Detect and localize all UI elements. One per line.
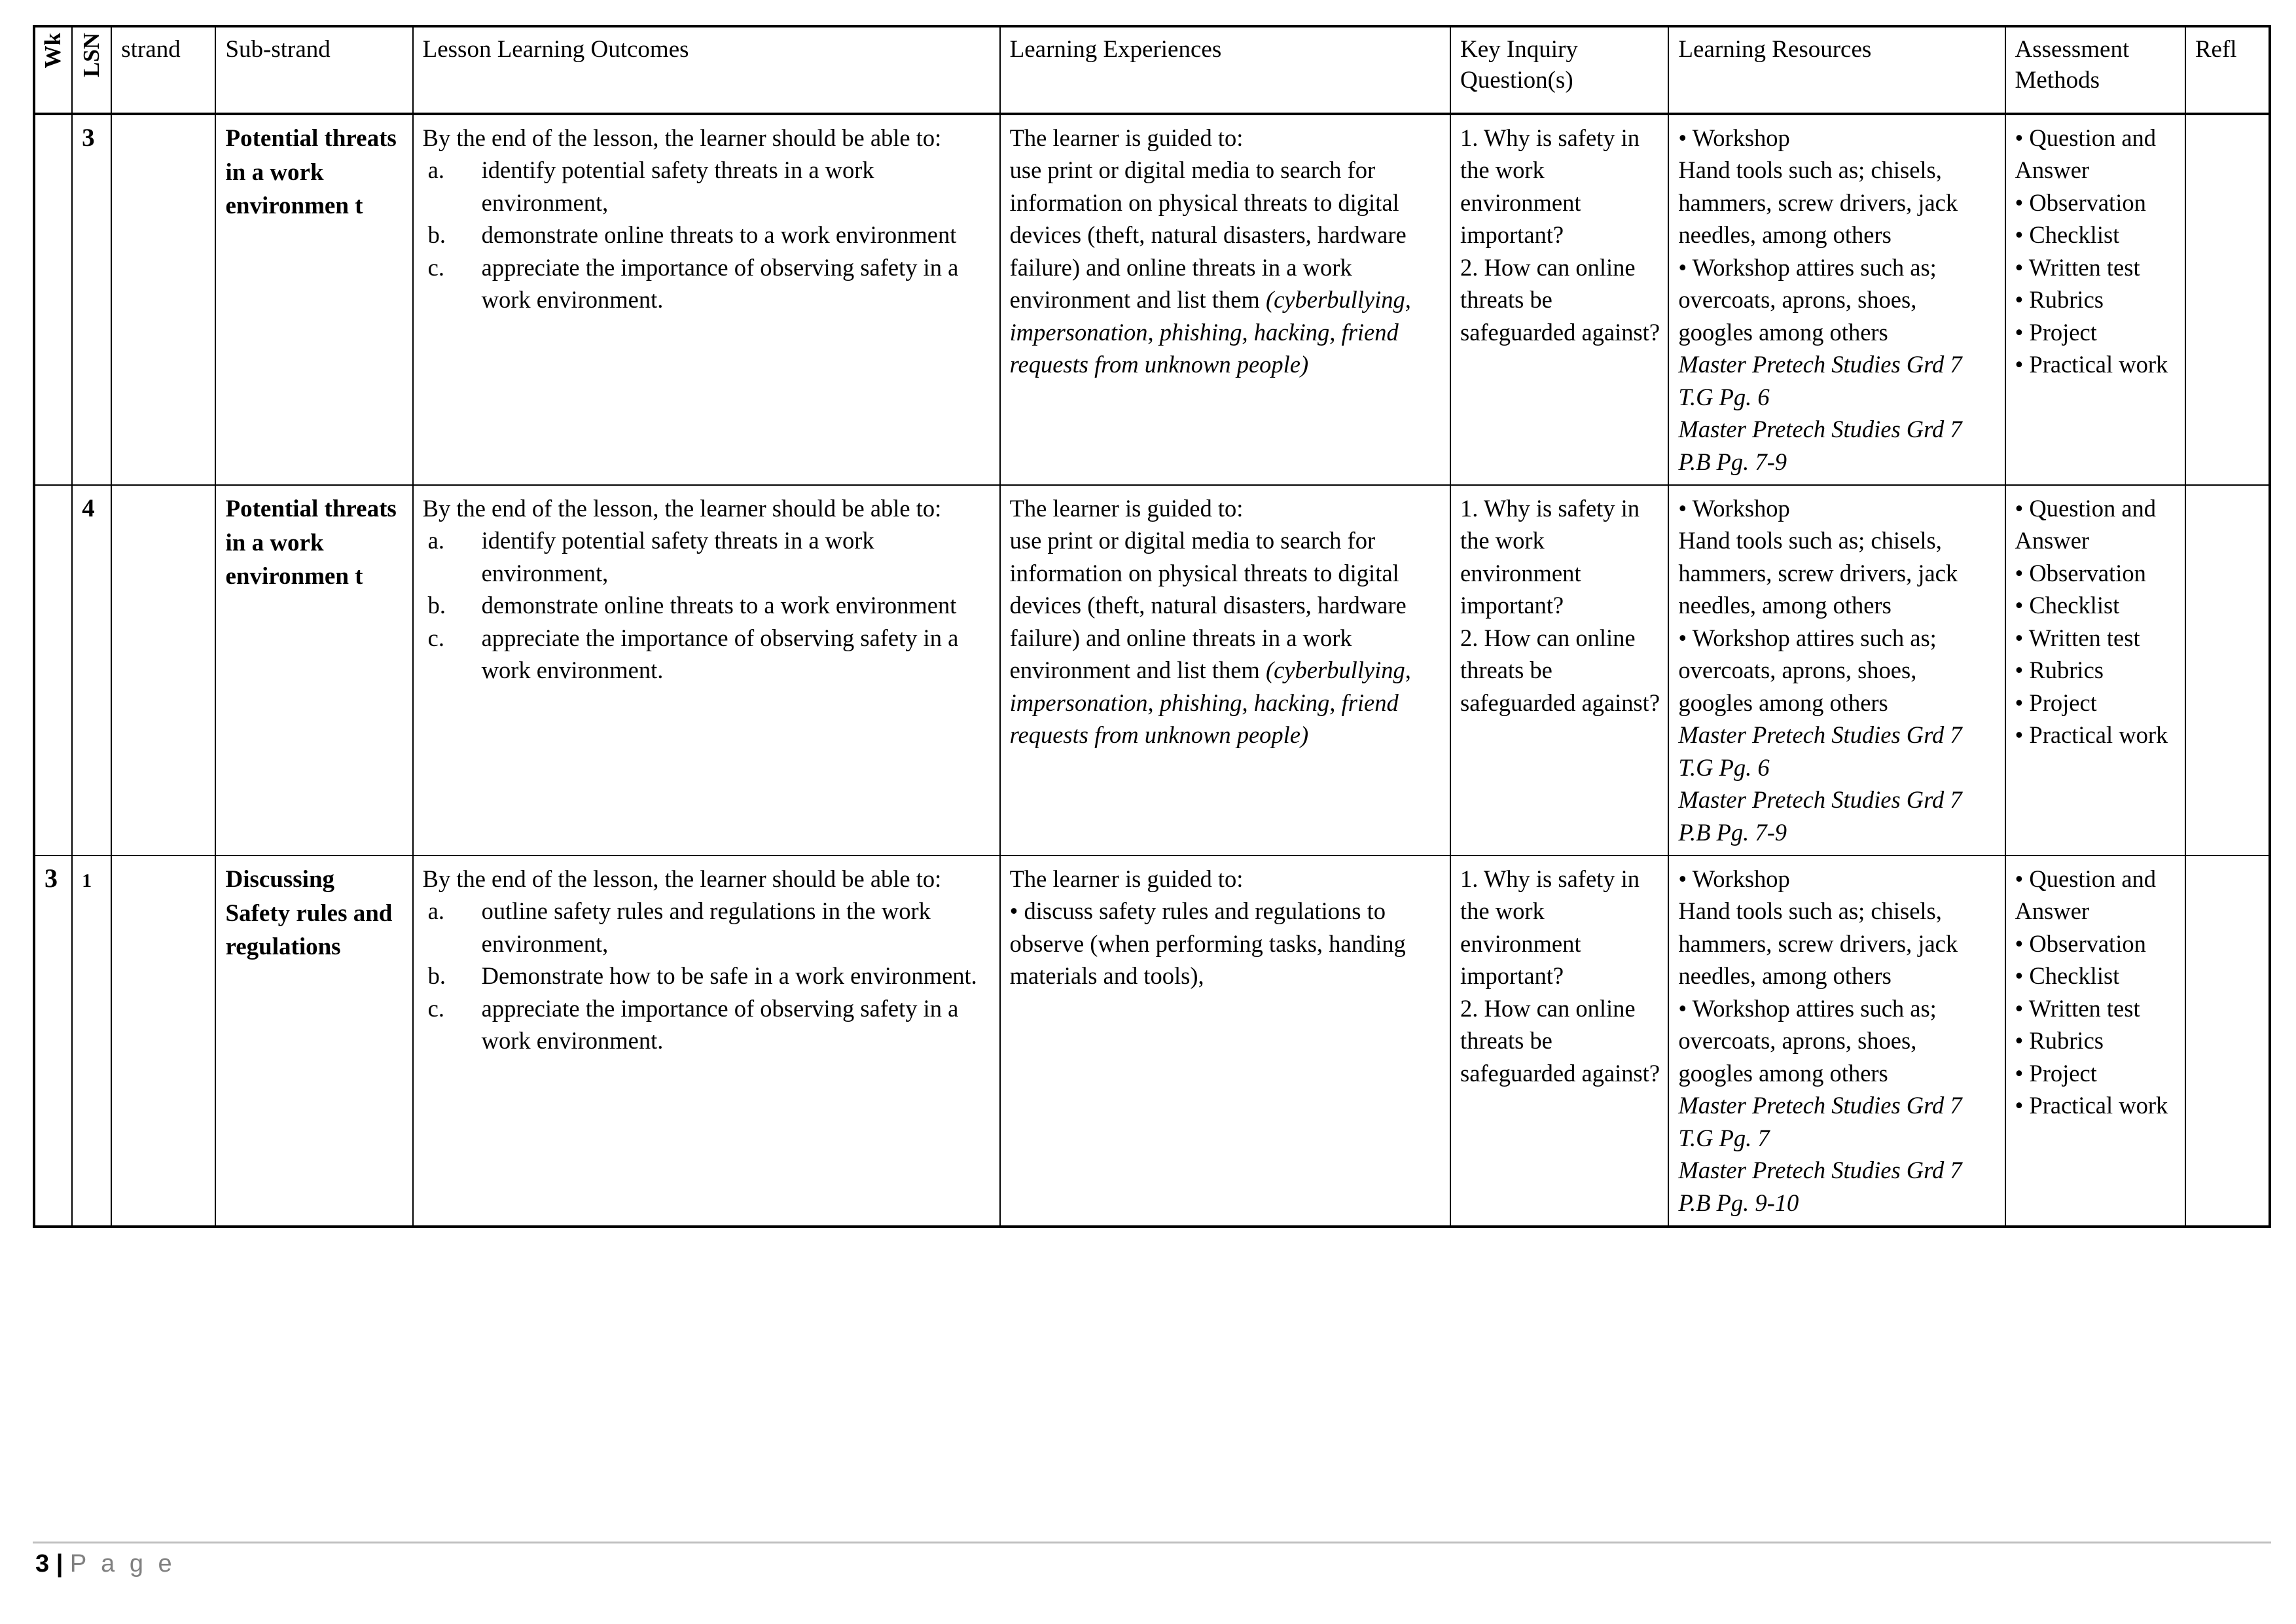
cell-strand (111, 114, 215, 485)
lr-item: Hand tools such as; chisels, hammers, screw drivers, jack needles, among others (1678, 156, 1958, 249)
cell-learning-experiences (1000, 485, 1450, 856)
le-body: use print or digital media to search for information on physical threats to digital devices (theft, natural disasters, hardware failure) and online threats in a work environment and list them (1009, 156, 1407, 314)
am-item: • Checklist (2015, 962, 2120, 990)
cell-learning-resources (1668, 114, 2005, 485)
lr-reference: Master Pretech Studies Grd 7 T.G Pg. 7 (1678, 1092, 1962, 1151)
llo-item-marker: a. (427, 156, 444, 184)
lr-item: • Workshop attires such as; overcoats, aprons, shoes, googles among others (1678, 624, 1937, 716)
cell-lesson-learning-outcomes (413, 485, 1000, 856)
llo-list (423, 895, 992, 1056)
llo-intro: By the end of the lesson, the learner should be able to: (422, 865, 942, 892)
am-item: • Observation (2015, 929, 2146, 957)
kiq-item: 1. Why is safety in the work environment important? (1460, 494, 1640, 619)
page-footer (29, 1542, 2267, 1578)
cell-assessment-methods (2005, 485, 2185, 856)
column-header-key-inquiry-questions: Key Inquiry Question(s) (1450, 26, 1668, 114)
llo-item-marker: a. (427, 527, 444, 554)
cell-strand (111, 485, 215, 856)
footer-text (35, 1550, 2267, 1578)
cell-key-inquiry-questions (1450, 856, 1668, 1227)
column-header-strand: strand (111, 26, 215, 114)
lr-item: • Workshop (1678, 494, 1790, 522)
cell-key-inquiry-questions (1450, 485, 1668, 856)
cell-refl[interactable] (2185, 485, 2270, 856)
schemes-of-work-table (33, 25, 2271, 1228)
llo-item-text: appreciate the importance of observing safety in a work environment. (481, 624, 959, 684)
kiq-item: 2. How can online threats be safeguarded against? (1460, 253, 1660, 346)
footer-page-label: P a g e (69, 1550, 176, 1578)
lr-item: • Workshop (1678, 865, 1790, 892)
table-row (34, 485, 2270, 856)
lesson-number: 1 (82, 869, 92, 892)
llo-item-text: appreciate the importance of observing safety in a work environment. (481, 253, 959, 314)
lr-item: Hand tools such as; chisels, hammers, screw drivers, jack needles, among others (1678, 897, 1958, 990)
column-header-assessment-methods: Assessment Methods (2005, 26, 2185, 114)
am-item: • Written test (2015, 253, 2140, 281)
kiq-item: 2. How can online threats be safeguarded against? (1460, 994, 1660, 1087)
llo-intro: By the end of the lesson, the learner should be able to: (422, 124, 942, 151)
llo-item-marker: b. (427, 962, 446, 990)
llo-item-marker: c. (427, 253, 444, 281)
am-item: • Practical work (2015, 1092, 2168, 1119)
cell-refl[interactable] (2185, 856, 2270, 1227)
cell-learning-experiences (1000, 856, 1450, 1227)
cell-lesson-learning-outcomes (413, 114, 1000, 485)
column-header-learning-resources: Learning Resources (1668, 26, 2005, 114)
le-intro: The learner is guided to: (1009, 124, 1244, 151)
cell-sub-strand (215, 485, 412, 856)
cell-wk (34, 114, 72, 485)
cell-lsn (72, 856, 111, 1227)
cell-lesson-learning-outcomes (413, 856, 1000, 1227)
am-item: • Rubrics (2015, 1027, 2104, 1055)
am-item: • Observation (2015, 559, 2146, 586)
cell-key-inquiry-questions (1450, 114, 1668, 485)
am-item: • Practical work (2015, 351, 2168, 378)
column-header-sub-strand: Sub-strand (215, 26, 412, 114)
kiq-item: 2. How can online threats be safeguarded against? (1460, 624, 1660, 716)
le-italic-examples: (cyberbullying, impersonation, phishing, hacking, friend requests from unknown people) (1009, 657, 1411, 749)
llo-item-text: demonstrate online threats to a work environment (481, 592, 957, 619)
llo-item-marker: a. (427, 897, 444, 925)
am-item: • Question and Answer (2015, 124, 2157, 184)
footer-separator: | (56, 1550, 63, 1578)
llo-intro: By the end of the lesson, the learner should be able to: (422, 494, 942, 522)
am-item: • Question and Answer (2015, 494, 2157, 554)
llo-item (423, 992, 992, 1057)
cell-wk (34, 485, 72, 856)
am-item: • Rubrics (2015, 657, 2104, 684)
am-item: • Project (2015, 1059, 2097, 1087)
llo-item (423, 960, 992, 992)
lr-reference: Master Pretech Studies Grd 7 T.G Pg. 6 (1678, 351, 1962, 410)
cell-sub-strand (215, 856, 412, 1227)
sub-strand-text: Potential threats in a work environmen t (225, 125, 397, 220)
table-row (34, 856, 2270, 1227)
cell-lsn (72, 114, 111, 485)
cell-learning-experiences (1000, 114, 1450, 485)
llo-list (423, 524, 992, 686)
lr-item: • Workshop (1678, 124, 1790, 151)
llo-item-marker: b. (427, 592, 446, 619)
am-item: • Written test (2015, 624, 2140, 651)
llo-item-text: Demonstrate how to be safe in a work environment. (481, 962, 977, 990)
llo-item-text: identify potential safety threats in a work environment, (481, 156, 874, 216)
column-header-wk (34, 26, 72, 114)
llo-item (423, 895, 992, 960)
cell-learning-resources (1668, 485, 2005, 856)
cell-lsn (72, 485, 111, 856)
llo-item (423, 251, 992, 316)
llo-item (423, 589, 992, 621)
llo-item-marker: c. (427, 624, 444, 651)
cell-strand (111, 856, 215, 1227)
lr-item: • Workshop attires such as; overcoats, aprons, shoes, googles among others (1678, 994, 1937, 1087)
le-intro: The learner is guided to: (1009, 865, 1244, 892)
sub-strand-text: Potential threats in a work environmen t (225, 495, 397, 590)
am-item: • Checklist (2015, 221, 2120, 249)
llo-item (423, 219, 992, 251)
cell-sub-strand (215, 114, 412, 485)
sub-strand-text: Discussing Safety rules and regulations (225, 865, 393, 961)
column-header-learning-experiences: Learning Experiences (1000, 26, 1450, 114)
lr-item: • Workshop attires such as; overcoats, aprons, shoes, googles among others (1678, 253, 1937, 346)
llo-item-marker: b. (427, 221, 446, 249)
am-item: • Practical work (2015, 721, 2168, 749)
le-body: use print or digital media to search for information on physical threats to digital devices (theft, natural disasters, hardware failure) and online threats in a work environment and list them (1009, 527, 1407, 684)
column-header-lesson-learning-outcomes: Lesson Learning Outcomes (413, 26, 1000, 114)
le-intro: The learner is guided to: (1009, 494, 1244, 522)
am-item: • Question and Answer (2015, 865, 2157, 925)
lr-reference: Master Pretech Studies Grd 7 T.G Pg. 6 (1678, 721, 1962, 781)
llo-item-text: identify potential safety threats in a work environment, (481, 527, 874, 586)
cell-wk (34, 856, 72, 1227)
am-item: • Rubrics (2015, 286, 2104, 314)
lr-reference: Master Pretech Studies Grd 7 P.B Pg. 7-9 (1678, 416, 1962, 475)
am-item: • Observation (2015, 189, 2146, 216)
am-item: • Checklist (2015, 592, 2120, 619)
cell-refl[interactable] (2185, 114, 2270, 485)
column-header-wk-label: Wk (40, 33, 66, 69)
llo-item-text: outline safety rules and regulations in the work environment, (481, 897, 931, 957)
kiq-item: 1. Why is safety in the work environment important? (1460, 124, 1640, 249)
cell-assessment-methods (2005, 114, 2185, 485)
am-item: • Project (2015, 318, 2097, 346)
kiq-item: 1. Why is safety in the work environment important? (1460, 865, 1640, 990)
llo-list (423, 154, 992, 316)
column-header-refl: Refl (2185, 26, 2270, 114)
table-row (34, 114, 2270, 485)
llo-item (423, 154, 992, 219)
llo-item (423, 524, 992, 589)
llo-item-text: demonstrate online threats to a work environment (481, 221, 957, 249)
le-italic-examples: (cyberbullying, impersonation, phishing, hacking, friend requests from unknown people) (1009, 286, 1411, 378)
cell-assessment-methods (2005, 856, 2185, 1227)
column-header-lsn (72, 26, 111, 114)
lr-reference: Master Pretech Studies Grd 7 P.B Pg. 7-9 (1678, 786, 1962, 846)
footer-page-number: 3 (35, 1550, 50, 1578)
lr-reference: Master Pretech Studies Grd 7 P.B Pg. 9-10 (1678, 1157, 1962, 1216)
column-header-lsn-label: LSN (78, 33, 104, 78)
lesson-number: 4 (82, 494, 95, 522)
llo-item-marker: c. (427, 994, 444, 1022)
llo-item-text: appreciate the importance of observing safety in a work environment. (481, 994, 959, 1055)
lesson-number: 3 (82, 124, 95, 152)
am-item: • Written test (2015, 994, 2140, 1022)
table-header-row (34, 26, 2270, 114)
week-number: 3 (45, 863, 58, 893)
am-item: • Project (2015, 689, 2097, 716)
llo-item (423, 622, 992, 687)
le-body: • discuss safety rules and regulations to observe (when performing tasks, handing materials and tools), (1009, 897, 1406, 990)
lr-item: Hand tools such as; chisels, hammers, screw drivers, jack needles, among others (1678, 527, 1958, 619)
cell-learning-resources (1668, 856, 2005, 1227)
footer-divider (33, 1542, 2271, 1543)
